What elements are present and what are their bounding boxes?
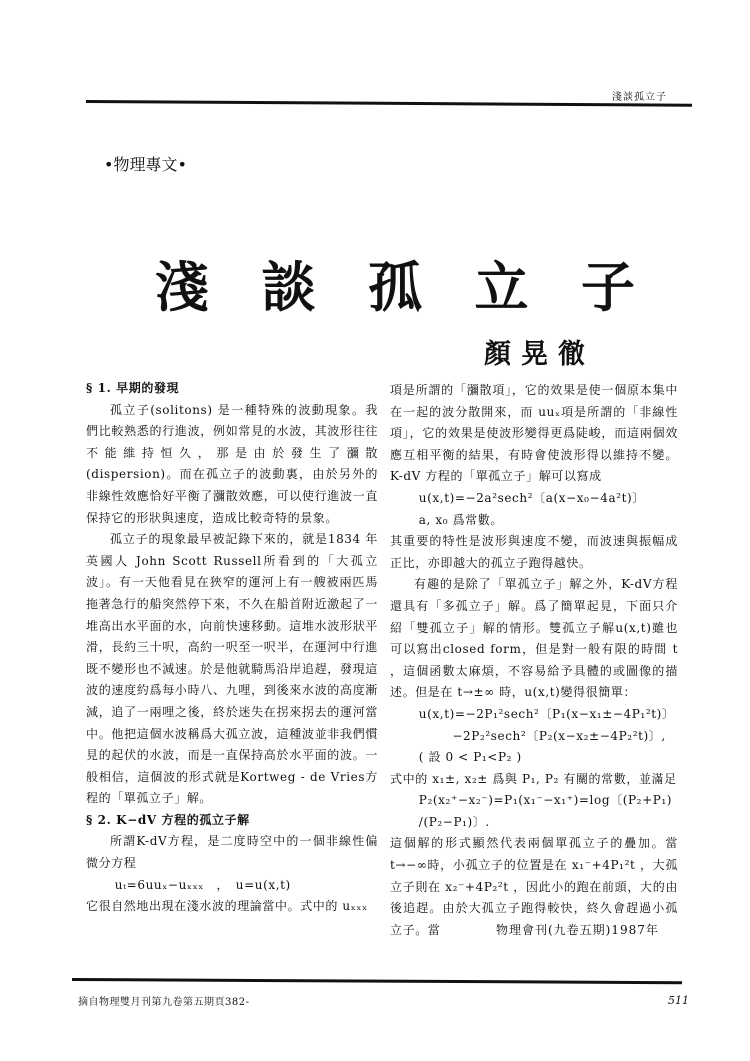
footer-note: 摘自物理雙月刊第九卷第五期頁382- [78, 997, 250, 1008]
article-title [155, 245, 635, 322]
equation: u(x,t)=−2P₁²sech²〔P₁(x−x₁±−4P₁²t)〕 [418, 706, 675, 721]
equation: /(P₂−P₁)〕. [418, 814, 490, 829]
paragraph: 式中的 x₁±, x₂± 爲與 P₁, P₂ 有關的常數，並滿足 [390, 771, 677, 786]
paragraph: 其重要的特性是波形與速度不變，而波速與振幅成正比，亦即越大的孤立子跑得越快。 [390, 534, 678, 570]
bottom-rule [72, 978, 682, 984]
right-column [390, 380, 678, 941]
equation: −2P₂²sech²〔P₂(x−x₂±−4P₂²t)〕, [452, 728, 666, 743]
paragraph: 它很自然地出現在淺水波的理論當中。式中的 uₓₓₓ [86, 899, 368, 914]
paragraph: 孤立子的現象最早被記錄下來的，就是1834 年英國人 John Scott Russell所看到的「大孤立波」。有一天他看見在狹窄的運河上有一艘被兩匹馬拖著急行的船突然停下來，不久在船首附近激起了一堆高出水平面的水，向前快速移動。這堆水波形狀平滑，長約三十呎，高約一呎至一呎半，在運河中行進既不變形也不減速。於是他就騎馬沿岸追趕，發現這波的速度約爲每小時八、九哩，到後來水波的高度漸減，追了一兩哩之後，終於迷失在拐來拐去的運河當中。他把這個水波稱爲大孤立波，這種波並非我們慣見的起伏的水波，而是一直保持高於水平面的波。一般相信，這個波的形式就是Kortweg - de Vries方程的「單孤立子」解。 [86, 532, 378, 806]
title-char: 孤 [368, 255, 422, 319]
paragraph: 有趣的是除了「單孤立子」解之外，K-dV方程還具有「多孤立子」解。爲了簡單起見，下面只介紹「雙孤立子」解的情形。雙孤立子解u(x,t)雖也可以寫出closed form，但是對一般有限的時間 t ，這個函數太麻煩，不容易給予具體的或圖像的描述。但是在 t→±∞ 時，u(x,t)變得很簡單： [390, 577, 678, 700]
title-char: 談 [261, 255, 316, 319]
equation: u(x,t)=−2a²sech²〔a(x−x₀−4a²t)〕 [418, 490, 645, 505]
paragraph: 項是所謂的「瀰散項」，它的效果是使一個原本集中在一起的波分散開來，而 uuₓ項是所謂的「非線性項」，它的效果是使波形變得更爲陡峻，而這兩個效應互相平衡的結果，有時會使波形得以維持不變。K-dV 方程的「單孤立子」解可以寫成 [390, 383, 678, 484]
author-name: 顏晃徹 [484, 339, 595, 370]
top-rule [86, 100, 692, 107]
equation: uₜ=6uuₓ−uₓₓₓ ， u=u(x,t) [114, 877, 291, 892]
left-column [86, 378, 378, 918]
title-char: 淺 [155, 255, 209, 319]
source-line: 物理會刊(九卷五期)1987年 [496, 923, 659, 937]
paragraph: 孤立子(solitons) 是一種特殊的波動現象。我們比較熟悉的行進波，例如常見的水波，其波形往往不能維持恒久，那是由於發生了瀰散(dispersion)。而在孤立子的波動裏，由於另外的非線性效應恰好平衡了瀰散效應，可以使行進波一直保持它的形狀與速度，造成比較奇特的景象。 [86, 402, 378, 525]
running-head: 淺談孤立子 [612, 92, 667, 103]
equation-note: ( 設 0 < P₁<P₂ ) [418, 750, 522, 765]
section-heading: § 1. 早期的發現 [86, 381, 180, 395]
title-char: 立 [474, 255, 529, 319]
equation-note: a, x₀ 爲常數。 [418, 512, 503, 527]
equation: P₂(x₂⁺−x₂⁻)=P₁(x₁⁻−x₁⁺)=log〔(P₂+P₁) [418, 793, 673, 808]
page-number: 511 [668, 994, 689, 1007]
title-char: 子 [581, 255, 635, 319]
paragraph: 這個解的形式顯然代表兩個單孤立子的疊加。當 t→−∞時，小孤立子的位置是在 x₁⁻+4P₁²t ，大孤立子則在 x₂⁻+4P₂²t ，因此小的跑在前頭，大的由後追趕。由於大孤立子跑得較快，終久會趕過小孤立子。當 [390, 836, 678, 937]
column-tag: •物理專文• [104, 155, 187, 174]
paragraph: 所謂K-dV方程，是二度時空中的一個非線性偏微分方程 [86, 834, 378, 871]
section-heading: § 2. K−dV 方程的孤立子解 [86, 812, 250, 827]
